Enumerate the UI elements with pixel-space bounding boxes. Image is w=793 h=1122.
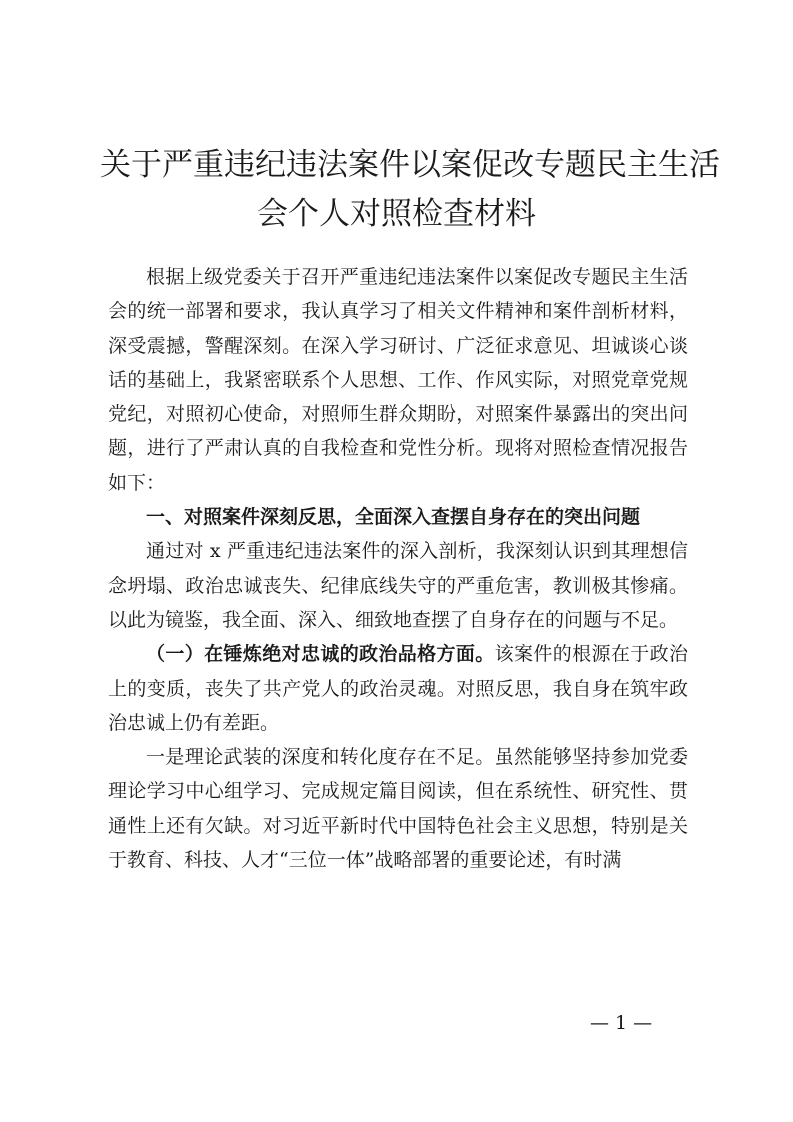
subsection-heading-1: （一）在锤炼绝对忠诚的政治品格方面。 [146, 643, 495, 666]
point-1-paragraph: 一是理论武装的深度和转化度存在不足。虽然能够坚持参加党委理论学习中心组学习、完成规定篇目阅读，但在系统性、研究性、贯通性上还有欠缺。对习近平新时代中国特色社会主义思想，特别是关于教育、科技、人才“三位一体”战略部署的重要论述，有时满 [108, 746, 688, 872]
title-line-1: 关于严重违纪违法案件以案促改专题民主生活 [100, 147, 720, 183]
subsection-1-text: 该案件的根源在于政治上的变质，丧失了共产党人的政治灵魂。对照反思，我自身在筑牢政治忠诚上仍有差距。 [108, 643, 688, 734]
subsection-1-paragraph [108, 637, 688, 740]
page-number: — 1 — [590, 1012, 653, 1034]
title-line-2: 会个人对照检查材料 [257, 196, 536, 232]
intro-paragraph: 根据上级党委关于召开严重违纪违法案件以案促改专题民主生活会的统一部署和要求，我认真学习了相关文件精神和案件剖析材料，深受震撼，警醒深刻。在深入学习研讨、广泛征求意见、坦诚谈心谈话的基础上，我紧密联系个人思想、工作、作风实际，对照党章党规党纪，对照初心使命，对照师生群众期盼，对照案件暴露出的突出问题，进行了严肃认真的自我检查和党性分析。现将对照检查情况报告如下： [108, 266, 688, 494]
section-heading-1: 一、对照案件深刻反思，全面深入查摆自身存在的突出问题 [146, 506, 641, 529]
section-1-paragraph: 通过对 x 严重违纪违法案件的深入剖析，我深刻认识到其理想信念坍塌、政治忠诚丧失、纪律底线失守的严重危害，教训极其惨痛。以此为镜鉴，我全面、深入、细致地查摆了自身存在的问题与不足。 [108, 540, 688, 631]
document-title [100, 141, 720, 239]
document-body [108, 260, 688, 877]
